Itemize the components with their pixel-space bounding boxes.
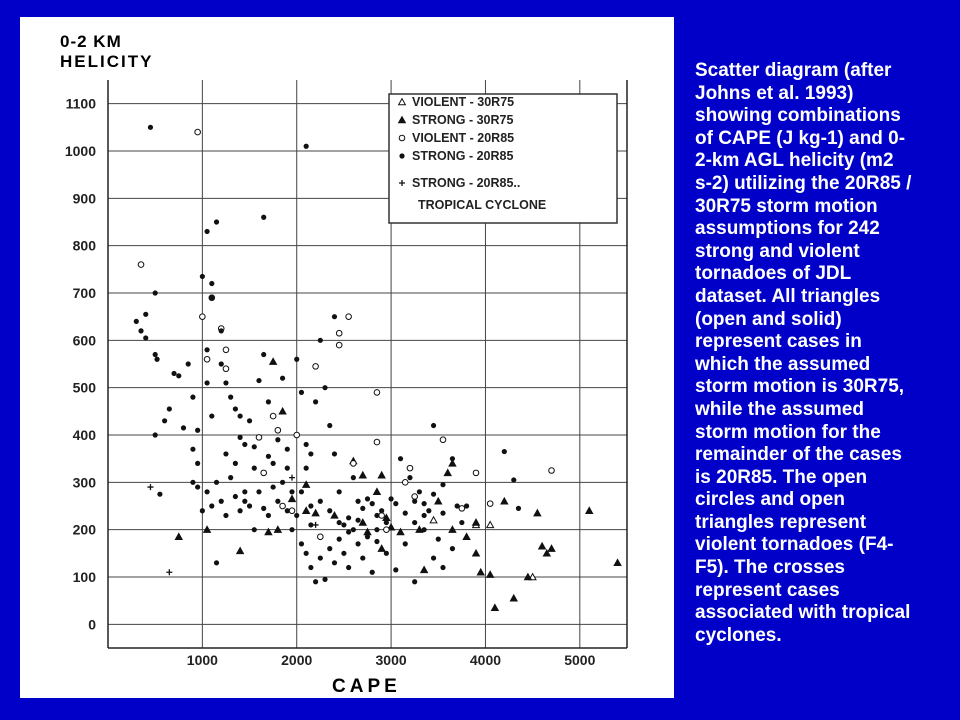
data-point-solid-triangle [378,472,385,478]
data-point-solid-circle [365,534,370,539]
data-point-solid-circle [332,451,337,456]
data-point-solid-triangle [279,408,286,414]
data-point-solid-circle [355,518,360,523]
data-point-solid-circle [280,376,285,381]
x-tick-label: 5000 [564,652,596,668]
data-point-solid-circle [275,499,280,504]
scatter-chart [20,17,674,698]
data-point-solid-circle [154,357,159,362]
data-point-solid-circle [431,492,436,497]
data-point-solid-circle [153,432,158,437]
data-point-solid-circle [431,423,436,428]
data-point-open-circle [289,508,295,514]
data-point-open-circle [223,366,229,372]
data-point-solid-circle [214,560,219,565]
data-point-solid-circle [360,506,365,511]
data-point-solid-circle [223,380,228,385]
data-point-solid-circle [440,511,445,516]
data-point-solid-circle [285,466,290,471]
data-point-solid-circle [431,555,436,560]
data-point-open-circle [195,129,201,135]
data-point-solid-triangle [312,510,319,516]
data-point-solid-circle [271,461,276,466]
data-point-solid-circle [365,496,370,501]
x-tick-label: 3000 [375,652,407,668]
data-point-solid-circle [280,480,285,485]
data-point-open-circle [261,470,267,476]
data-point-solid-circle [289,527,294,532]
data-point-solid-circle [299,390,304,395]
data-point-solid-triangle [548,545,555,551]
data-point-open-circle [384,527,390,533]
data-point-solid-circle [351,475,356,480]
data-point-solid-circle [436,537,441,542]
data-point-solid-circle [252,466,257,471]
data-point-solid-circle [195,428,200,433]
scatter-figure [20,17,674,698]
data-point-solid-circle [318,555,323,560]
data-point-solid-circle [247,503,252,508]
x-tick-label: 4000 [469,652,502,668]
data-point-open-circle [275,427,281,433]
data-point-solid-circle [219,499,224,504]
data-point-solid-circle [412,520,417,525]
data-point-solid-circle [337,537,342,542]
x-axis-label: CAPE [332,676,401,697]
data-point-open-circle [346,314,352,320]
data-point-solid-triangle [491,604,498,610]
data-point-solid-circle [304,551,309,556]
data-point-solid-circle [417,489,422,494]
legend-label: STRONG - 20R85 [412,149,514,163]
data-point-solid-circle [238,508,243,513]
data-point-solid-triangle [421,567,428,573]
data-point-solid-triangle [501,498,508,504]
data-point-solid-circle [209,295,214,300]
y-tick-label: 700 [72,285,96,301]
data-point-solid-triangle [473,519,480,525]
data-point-solid-circle [422,527,427,532]
data-point-solid-triangle [614,559,621,565]
data-point-solid-circle [412,579,417,584]
data-point-open-circle [313,364,319,370]
data-point-open-circle [294,432,300,438]
data-point-solid-triangle [435,498,442,504]
data-point-open-circle [200,314,206,320]
data-point-solid-circle [219,328,224,333]
data-point-solid-circle [403,541,408,546]
data-point-solid-circle [204,229,209,234]
data-point-solid-circle [308,503,313,508]
data-point-solid-circle [393,501,398,506]
x-tick-label: 1000 [186,652,218,668]
data-point-solid-circle [190,447,195,452]
data-point-solid-circle [341,551,346,556]
legend-label: TROPICAL CYCLONE [418,198,547,212]
data-point-open-triangle [487,522,494,528]
data-point-solid-circle [134,319,139,324]
data-point-solid-circle [261,215,266,220]
legend-label: STRONG - 30R75 [412,113,514,127]
data-point-solid-circle [167,406,172,411]
data-point-solid-circle [304,442,309,447]
data-point-solid-triangle [289,496,296,502]
data-point-solid-circle [143,312,148,317]
y-tick-label: 200 [72,521,96,538]
data-point-solid-circle [247,418,252,423]
data-point-solid-triangle [539,543,546,549]
data-point-solid-circle [209,503,214,508]
data-point-solid-circle [346,565,351,570]
data-point-solid-circle [214,480,219,485]
data-point-solid-circle [204,380,209,385]
data-point-solid-circle [233,494,238,499]
data-point-open-circle [379,513,385,519]
data-point-solid-circle [238,435,243,440]
data-point-cross [313,522,319,528]
y-tick-label: 600 [72,332,96,349]
data-point-solid-circle [256,378,261,383]
data-point-solid-circle [337,489,342,494]
data-point-solid-circle [261,352,266,357]
data-point-solid-circle [308,565,313,570]
x-tick-label: 2000 [281,652,313,668]
data-point-solid-circle [153,352,158,357]
data-point-solid-circle [341,522,346,527]
data-point-solid-circle [233,406,238,411]
data-point-solid-circle [370,501,375,506]
data-point-solid-circle [181,425,186,430]
data-point-solid-circle [450,546,455,551]
data-point-solid-triangle [270,358,277,364]
data-point-solid-circle [327,423,332,428]
data-point-solid-circle [318,338,323,343]
y-tick-label: 300 [72,474,96,491]
data-point-solid-triangle [378,545,385,551]
data-point-open-circle [223,347,229,353]
data-point-solid-circle [374,513,379,518]
data-point-solid-circle [346,515,351,520]
y-tick-label: 1100 [65,95,96,112]
data-point-solid-triangle [331,512,338,518]
data-point-solid-circle [351,527,356,532]
data-point-solid-triangle [510,595,517,601]
y-tick-label: 900 [72,190,96,207]
data-point-solid-circle [289,489,294,494]
data-point-solid-circle [304,144,309,149]
y-tick-label: 0 [88,616,96,633]
data-point-solid-circle [223,513,228,518]
data-point-solid-circle [242,499,247,504]
data-point-solid-circle [214,219,219,224]
data-point-open-circle [280,503,286,509]
data-point-solid-circle [450,456,455,461]
legend [389,94,617,223]
y-tick-label: 400 [72,427,96,443]
data-point-solid-circle [388,496,393,501]
data-point-open-circle [256,435,262,441]
data-point-solid-circle [422,501,427,506]
data-point-solid-circle [370,570,375,575]
data-point-solid-triangle [359,472,366,478]
data-point-solid-circle [337,520,342,525]
legend-marker-solid-circle [399,153,404,158]
y-tick-label: 100 [72,569,96,585]
data-point-solid-circle [157,492,162,497]
data-point-solid-circle [332,560,337,565]
data-point-solid-circle [379,508,384,513]
data-point-solid-circle [327,508,332,513]
data-point-solid-circle [459,520,464,525]
data-point-solid-triangle [477,569,484,575]
legend-label: VIOLENT - 30R75 [412,95,515,109]
data-point-solid-circle [294,357,299,362]
data-point-solid-circle [242,442,247,447]
data-point-solid-circle [148,125,153,130]
data-point-solid-circle [228,395,233,400]
data-point-solid-circle [318,499,323,504]
data-point-solid-circle [384,520,389,525]
data-point-solid-circle [299,541,304,546]
data-point-solid-circle [200,508,205,513]
data-point-solid-triangle [237,548,244,554]
data-point-open-circle [270,413,276,419]
data-point-solid-circle [266,399,271,404]
data-point-solid-circle [275,437,280,442]
data-point-open-circle [138,262,144,268]
data-point-solid-circle [322,577,327,582]
data-point-open-circle [336,342,342,348]
data-point-solid-circle [200,274,205,279]
data-point-open-circle [487,501,493,507]
data-point-solid-circle [209,281,214,286]
data-point-solid-circle [219,361,224,366]
data-point-solid-circle [261,506,266,511]
data-point-solid-circle [242,489,247,494]
data-point-cross [166,569,172,575]
legend-label: STRONG - 20R85.. [412,176,521,190]
data-point-solid-circle [190,480,195,485]
data-point-open-circle [473,470,479,476]
y-axis-label-line2: HELICITY [60,52,154,71]
data-point-solid-circle [393,567,398,572]
data-point-solid-circle [171,371,176,376]
data-point-solid-circle [422,513,427,518]
data-point-solid-triangle [374,488,381,494]
data-point-solid-triangle [473,550,480,556]
data-point-solid-circle [186,361,191,366]
data-point-solid-circle [190,395,195,400]
data-point-solid-circle [412,499,417,504]
data-point-open-circle [351,461,357,467]
data-point-solid-circle [153,290,158,295]
data-point-solid-triangle [463,533,470,539]
data-point-solid-circle [223,451,228,456]
data-point-solid-circle [252,527,257,532]
data-point-solid-triangle [175,533,182,539]
data-point-solid-circle [209,413,214,418]
data-point-open-circle [402,480,408,486]
data-point-open-circle [440,437,446,443]
y-tick-label: 800 [72,237,96,254]
data-point-solid-circle [346,529,351,534]
data-point-solid-triangle [586,507,593,513]
data-point-solid-circle [238,413,243,418]
data-point-solid-circle [374,539,379,544]
data-point-solid-circle [360,555,365,560]
data-point-open-circle [374,390,380,396]
data-point-solid-circle [228,475,233,480]
data-point-solid-circle [455,503,460,508]
legend-marker-open-circle [399,135,405,141]
data-point-solid-circle [313,399,318,404]
data-point-open-circle [318,534,324,540]
data-point-open-circle [374,439,380,445]
data-point-solid-circle [304,466,309,471]
data-point-solid-circle [355,499,360,504]
data-point-solid-circle [398,456,403,461]
y-tick-label: 500 [72,379,96,396]
data-point-solid-triangle [487,571,494,577]
data-point-solid-circle [299,489,304,494]
data-point-solid-circle [313,579,318,584]
data-point-solid-circle [162,418,167,423]
data-point-solid-circle [252,444,257,449]
legend-label: VIOLENT - 20R85 [412,131,515,145]
y-tick-label: 1000 [64,143,96,159]
y-axis-label-line1: 0-2 KM [60,32,122,51]
data-point-open-circle [549,468,555,474]
data-point-cross [289,475,295,481]
data-point-solid-circle [464,503,469,508]
data-point-solid-circle [176,373,181,378]
data-point-solid-circle [266,513,271,518]
data-point-solid-circle [322,385,327,390]
data-point-solid-triangle [444,469,451,475]
data-point-solid-circle [204,347,209,352]
data-point-solid-circle [204,489,209,494]
data-point-solid-circle [502,449,507,454]
data-point-solid-triangle [534,510,541,516]
data-point-solid-circle [285,508,290,513]
data-point-solid-circle [308,451,313,456]
data-point-solid-circle [355,541,360,546]
data-point-solid-circle [516,506,521,511]
data-point-solid-circle [195,461,200,466]
data-point-solid-circle [327,546,332,551]
data-point-open-circle [336,330,342,336]
data-point-solid-circle [403,511,408,516]
data-point-solid-circle [233,461,238,466]
data-point-open-triangle [430,517,437,523]
data-point-solid-circle [266,454,271,459]
data-point-solid-circle [440,565,445,570]
data-point-open-circle [407,465,413,471]
slide-caption: Scatter diagram (after Johns et al. 1993) showing combinations of CAPE (J kg-1) and 0- 2-km AGL helicity (m2 s-2) utilizing the 20R85 / 30R75 storm motion assumptions for 242 strong and violent tornadoes of JDL dataset. All triangles (open and solid) represent cases in which the assumed storm motion is 30R75, while the assumed storm motion for the remainder of the cases is 20R85. The open circles and open triangles represent violent tornadoes (F4- F5). The crosses represent cases associated with tropical cyclones. [695,60,912,646]
data-point-solid-circle [407,475,412,480]
data-point-solid-circle [332,314,337,319]
data-point-solid-triangle [303,507,310,513]
data-point-solid-circle [256,489,261,494]
data-point-solid-circle [426,508,431,513]
data-point-solid-circle [440,482,445,487]
data-point-open-circle [204,356,210,362]
data-point-open-circle [459,506,465,512]
data-point-solid-circle [138,328,143,333]
data-point-cross [147,484,153,490]
data-point-open-circle [412,494,418,500]
data-point-solid-circle [285,447,290,452]
data-point-solid-circle [511,477,516,482]
data-point-solid-circle [271,484,276,489]
data-point-solid-circle [143,335,148,340]
data-point-solid-circle [374,527,379,532]
data-point-solid-circle [384,551,389,556]
data-point-solid-circle [294,513,299,518]
data-point-solid-circle [195,484,200,489]
